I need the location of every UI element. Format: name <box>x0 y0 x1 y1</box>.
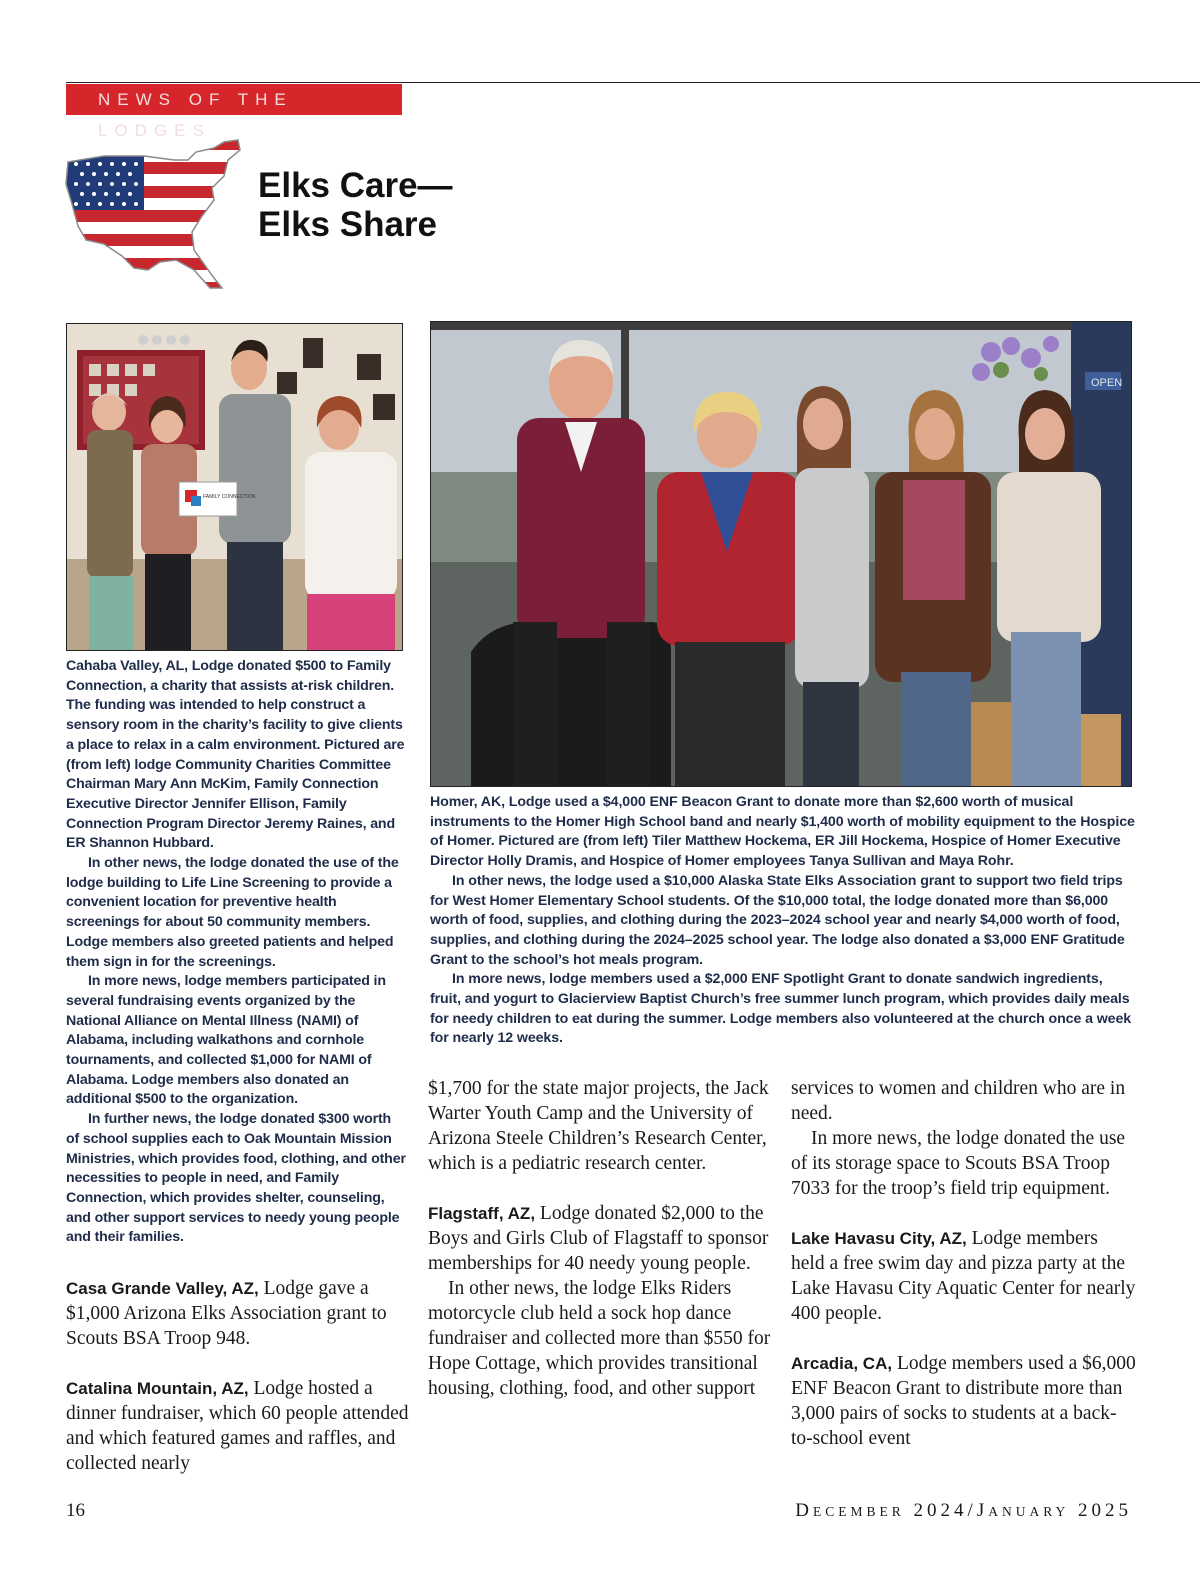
issue-date: DECEMBER 2024/JANUARY 2025 <box>795 1500 1132 1521</box>
article-place: Lake Havasu City, AZ, <box>791 1229 967 1248</box>
caption-place: Homer, AK, <box>430 794 505 810</box>
caption-place: Cahaba Valley, AL, <box>66 658 188 674</box>
caption-text: Lodge used a $4,000 ENF Beacon Grant to donate more than $2,600 worth of musical instruments to the Homer High School band and nearly $1,400 worth of mobility equipment to the Hospice of Homer. Pictured are (from left) Tiler Matthew Hockema, ER Jill Hockema, Hospice of Homer Executive Director Holly Dramis, and Hospice of Homer employees Tanya Sullivan and Maya Rohr. <box>430 794 1135 870</box>
article-continuation: services to women and children who are in need. <box>791 1078 1126 1124</box>
caption-paragraph: In more news, lodge members used a $2,000 ENF Spotlight Grant to donate sandwich ingredients, fruit, and yogurt to Glacierview Baptist Church’s free summer lunch program, which provides daily meals for needy children to eat during the summer. Lodge members also volunteered at the church once a week for nearly 12 weeks. <box>430 971 1132 1047</box>
caption-paragraph: In other news, the lodge donated the use of the lodge building to Life Line Screening to provide a convenient location for preventive health screenings for about 50 community members. Lodge members also greeted patients and helped them sign in for the screenings. <box>66 855 399 970</box>
top-rule <box>66 82 1200 83</box>
homer-photo-illustration <box>431 322 1132 787</box>
article-arcadia <box>791 1351 1136 1451</box>
article-paragraph: In more news, the lodge donated the use of its storage space to Scouts BSA Troop 7033 for the troop’s field trip equipment. <box>791 1128 1126 1199</box>
article-lake-havasu <box>791 1226 1136 1326</box>
article-catalina <box>66 1376 411 1476</box>
article-text: Lodge hosted a dinner fundraiser, which 60 people attended and which featured games and raffles, and collected nearly <box>66 1378 409 1474</box>
caption-paragraph: In further news, the lodge donated $300 worth of school supplies each to Oak Mountain Mission Ministries, which provides food, clothing, and other necessities to people in need, and Family Connection, which provides shelter, counseling, and other support services to needy young people and their families. <box>66 1111 406 1246</box>
article-column-1 <box>66 1276 411 1476</box>
article-text: Lodge members held a free swim day and pizza party at the Lake Havasu City Aquatic Center for nearly 400 people. <box>791 1228 1136 1324</box>
homer-photo <box>430 321 1132 787</box>
cahaba-valley-caption <box>66 657 406 1248</box>
title-line-2: Elks Share <box>258 205 437 244</box>
article-text: Lodge gave a $1,000 Arizona Elks Association grant to Scouts BSA Troop 948. <box>66 1278 387 1349</box>
caption-text: Lodge donated $500 to Family Connection, a charity that assists at-risk children. The funding was intended to help construct a sensory room in the charity’s facility to give clients a place to relax in a calm environment. Pictured are (from left) lodge Community Charities Committee Chairman Mary Ann McKim, Family Connection Executive Director Jennifer Ellison, Family Connection Program Director Jeremy Raines, and ER Shannon Hubbard. <box>66 658 405 852</box>
page-number: 16 <box>66 1500 85 1521</box>
article-place: Casa Grande Valley, AZ, <box>66 1279 259 1298</box>
badge-text: FAMILY CONNECTION <box>203 494 256 500</box>
article-place: Arcadia, CA, <box>791 1354 893 1373</box>
article-place: Catalina Mountain, AZ, <box>66 1379 249 1398</box>
open-sign-text: OPEN <box>1091 377 1123 389</box>
article-place: Flagstaff, AZ, <box>428 1204 536 1223</box>
homer-caption <box>430 793 1135 1049</box>
flag-map-illustration <box>64 138 244 290</box>
article-text: Lodge members used a $6,000 ENF Beacon Grant to distribute more than 3,000 pairs of socks to students at a back-to-school event <box>791 1353 1136 1449</box>
article-flagstaff <box>428 1201 773 1276</box>
title-line-1: Elks Care— <box>258 166 453 205</box>
page-title <box>258 166 453 244</box>
article-casa-grande <box>66 1276 411 1351</box>
cahaba-photo-illustration <box>67 324 403 651</box>
section-label: NEWS OF THE LODGES <box>66 84 402 115</box>
caption-paragraph: In other news, the lodge used a $10,000 Alaska State Elks Association grant to support two field trips for West Homer Elementary School students. Of the $10,000 total, the lodge donated more than $6,000 worth of food, supplies, and clothing during the 2023–2024 school year and nearly $4,000 worth of food, supplies, and clothing during the 2024–2025 school year. The lodge also donated a $3,000 ENF Gratitude Grant to the school’s hot meals program. <box>430 872 1125 968</box>
caption-paragraph: In more news, lodge members participated in several fundraising events organized by the National Alliance on Mental Illness (NAMI) of Alabama, including walkathons and cornhole tournaments, and collected $1,000 for NAMI of Alabama. Lodge members also donated an additional $500 to the organization. <box>66 973 386 1108</box>
article-paragraph: In other news, the lodge Elks Riders motorcycle club held a sock hop dance fundraiser and collected more than $550 for Hope Cottage, which provides transitional housing, clothing, food, and other support <box>428 1278 771 1399</box>
article-text: Lodge donated $2,000 to the Boys and Girls Club of Flagstaff to sponsor memberships for 40 needy young people. <box>428 1203 769 1274</box>
article-column-3 <box>791 1076 1136 1451</box>
cahaba-valley-photo <box>66 323 403 651</box>
article-continuation: $1,700 for the state major projects, the Jack Warter Youth Camp and the University of Arizona Steele Children’s Research Center, which is a pediatric research center. <box>428 1078 769 1174</box>
article-column-2 <box>428 1076 773 1401</box>
